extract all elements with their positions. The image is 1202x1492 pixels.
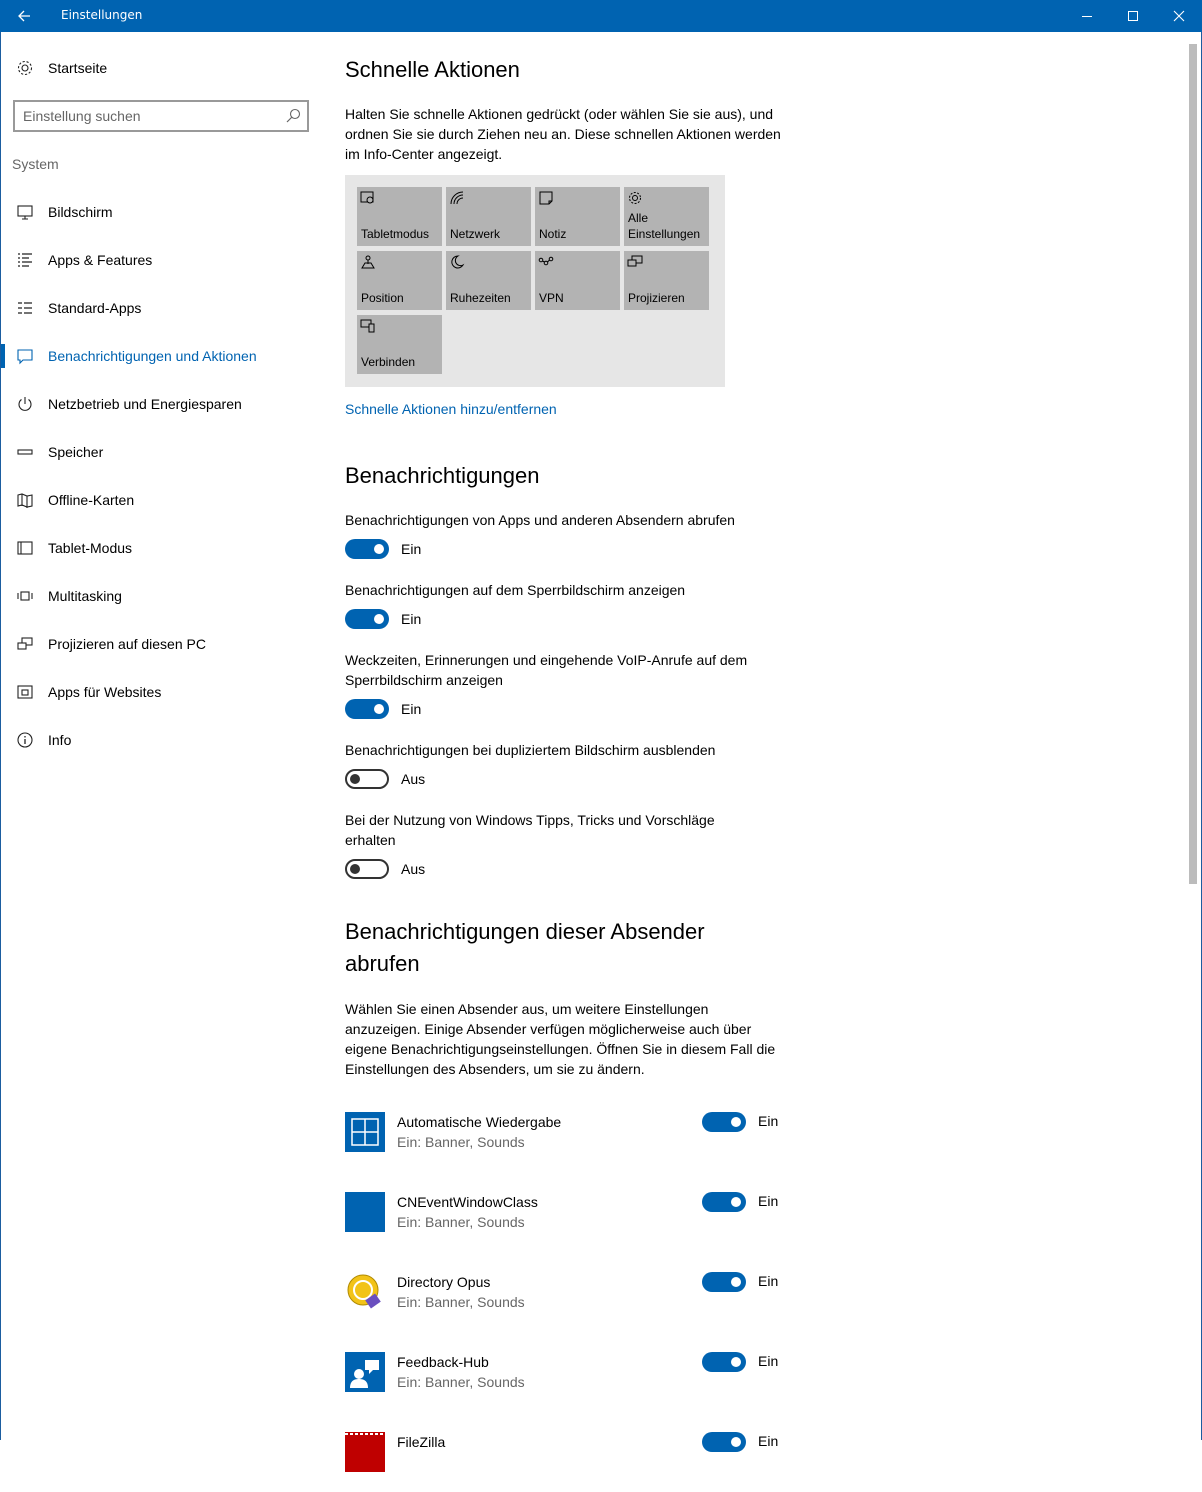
quick-actions-description: Halten Sie schnelle Aktionen gedrückt (oder wählen Sie sie aus), und ordnen Sie sie durch Ziehen neu an. Diese schnellen Aktionen werden im Info-Center angezeigt. [345,106,781,162]
sidebar-item-display[interactable] [1,188,321,236]
add-remove-quick-actions-link[interactable]: Schnelle Aktionen hinzu/entfernen [345,401,557,417]
app-toggle[interactable] [702,1272,746,1292]
toggle-knob [374,614,384,624]
qa-tile-label: Projizieren [628,291,685,305]
note-icon [538,190,554,206]
qa-tile-label: Tabletmodus [361,227,430,241]
toggle-hide-when-duplicating[interactable] [345,769,389,789]
project-icon [627,254,643,270]
directory-opus-icon [345,1272,385,1312]
toggle-knob [731,1357,741,1367]
qa-tile-label: Verbinden [361,355,416,369]
search-box[interactable] [13,100,309,132]
toggle-state: Aus [401,771,426,787]
app-name: Automatische Wiedergabe [397,1114,562,1130]
qa-tile-vpn[interactable] [535,251,620,310]
sidebar-item-offline-maps[interactable] [1,476,321,524]
sidebar-item-notifications[interactable] [1,332,321,380]
sidebar-item-web-apps[interactable] [1,668,321,716]
info-icon [15,730,35,750]
app-row-autoplay[interactable] [345,1112,785,1172]
app-toggle[interactable] [702,1432,746,1452]
toggle-state: Ein [401,701,422,717]
quick-actions-heading: Schnelle Aktionen [345,57,520,82]
qa-tile-label: Notiz [539,227,567,241]
qa-tile-network[interactable] [446,187,531,246]
toggle-state: Ein [758,1193,779,1209]
toggle-knob [350,864,360,874]
sidebar-item-label: Offline-Karten [48,492,135,508]
qa-tile-note[interactable] [535,187,620,246]
close-button[interactable] [1156,0,1202,32]
minimize-button[interactable] [1064,0,1110,32]
app-toggle[interactable] [702,1112,746,1132]
qa-tile-quiet-hours[interactable] [446,251,531,310]
sidebar-item-power[interactable] [1,380,321,428]
qa-tile-connect[interactable] [357,315,442,374]
sidebar-item-tablet-mode[interactable] [1,524,321,572]
sidebar-item-default-apps[interactable] [1,284,321,332]
app-row-cneventwindowclass[interactable] [345,1192,785,1252]
toggle-state: Ein [401,541,422,557]
sidebar-item-project[interactable] [1,620,321,668]
toggle-app-notifications[interactable] [345,539,389,559]
qa-tile-tablet-mode[interactable] [357,187,442,246]
vpn-icon [538,254,554,270]
app-sub: Ein: Banner, Sounds [397,1294,525,1310]
qa-tile-label: Position [361,291,404,305]
setting-label: Benachrichtigungen auf dem Sperrbildschirm anzeigen [345,582,686,598]
minimize-icon [1082,16,1092,17]
qa-tile-position[interactable] [357,251,442,310]
app-row-filezilla[interactable] [345,1432,785,1492]
sidebar-item-label: Projizieren auf diesen PC [48,636,206,652]
senders-description: Wählen Sie einen Absender aus, um weitere Einstellungen anzuzeigen. Einige Absender verfügen möglicherweise auch über eigene Benachrichtigungseinstellungen. Öffnen Sie in diesem Fall die Einstellungen des Absenders, um sie zu ändern. [345,1001,776,1077]
window-title: Einstellungen [61,8,143,22]
sidebar-item-label: Speicher [48,444,104,460]
sidebar-item-label: Tablet-Modus [48,540,133,556]
tablet-icon [15,538,35,558]
setting-label: Benachrichtigungen bei dupliziertem Bildschirm ausblenden [345,742,716,758]
web-apps-icon [15,682,35,702]
default-apps-icon [15,298,35,318]
feedback-hub-icon [345,1352,385,1392]
app-toggle[interactable] [702,1192,746,1212]
notification-icon [15,346,35,366]
gear-icon [15,58,35,78]
toggle-state: Ein [758,1433,779,1449]
toggle-state: Ein [758,1353,779,1369]
sidebar-item-label: Bildschirm [48,204,113,220]
app-name: Directory Opus [397,1274,491,1290]
active-indicator [1,344,5,368]
map-icon [15,490,35,510]
app-sub: Ein: Banner, Sounds [397,1134,525,1150]
toggle-state: Ein [758,1273,779,1289]
toggle-knob [731,1277,741,1287]
generic-app-icon [345,1192,385,1232]
toggle-lockscreen-notifications[interactable] [345,609,389,629]
sidebar [1,32,321,1440]
arrow-left-icon [16,8,32,24]
sidebar-item-label: Benachrichtigungen und Aktionen [48,348,257,364]
sidebar-item-label: Multitasking [48,588,122,604]
toggle-knob [374,544,384,554]
title-bar [0,0,1202,32]
autoplay-icon [345,1112,385,1152]
toggle-tips[interactable] [345,859,389,879]
maximize-button[interactable] [1110,0,1156,32]
sidebar-item-label: Apps & Features [48,252,153,268]
sidebar-item-multitasking[interactable] [1,572,321,620]
toggle-knob [731,1437,741,1447]
quick-actions-panel [345,175,725,387]
back-button[interactable] [0,0,48,32]
scrollbar-thumb[interactable] [1189,44,1197,884]
toggle-state: Ein [401,611,422,627]
filezilla-icon [345,1432,385,1472]
qa-tile-project[interactable] [624,251,709,310]
setting-label: Weckzeiten, Erinnerungen und eingehende VoIP-Anrufe auf dem Sperrbildschirm anzeigen [345,652,748,688]
settings-icon [627,190,643,206]
toggle-state: Aus [401,861,426,877]
connect-icon [360,318,376,334]
nav-home-label: Startseite [48,60,108,76]
search-input[interactable] [23,107,273,125]
storage-icon [15,442,35,462]
sidebar-item-label: Standard-Apps [48,300,142,316]
sidebar-item-label: Netzbetrieb und Energiesparen [48,396,242,412]
sidebar-item-storage[interactable] [1,428,321,476]
app-name: Feedback-Hub [397,1354,489,1370]
toggle-alarms-voip[interactable] [345,699,389,719]
notifications-heading: Benachrichtigungen [345,463,540,488]
sidebar-item-info[interactable] [1,716,321,764]
toggle-knob [731,1117,741,1127]
senders-heading: Benachrichtigungen dieser Absender abrufen [345,919,705,976]
nav-home[interactable] [1,44,321,92]
app-name: CNEventWindowClass [397,1194,538,1210]
close-icon [1173,10,1185,22]
toggle-knob [350,774,360,784]
network-icon [449,190,465,206]
monitor-icon [15,202,35,222]
setting-label: Bei der Nutzung von Windows Tipps, Tricks und Vorschläge erhalten [345,812,715,848]
app-row-directory-opus[interactable] [345,1272,785,1332]
sidebar-item-label: Apps für Websites [48,684,162,700]
toggle-knob [374,704,384,714]
app-sub: Ein: Banner, Sounds [397,1214,525,1230]
list-icon [15,250,35,270]
qa-tile-label: Ruhezeiten [450,291,511,305]
app-name: FileZilla [397,1434,446,1450]
app-toggle[interactable] [702,1352,746,1372]
search-icon [285,108,301,124]
quiet-hours-icon [449,254,465,270]
app-row-feedback-hub[interactable] [345,1352,785,1412]
maximize-icon [1128,11,1138,21]
qa-tile-all-settings[interactable] [624,187,709,246]
setting-label: Benachrichtigungen von Apps und anderen Absendern abrufen [345,512,735,528]
project-icon [15,634,35,654]
group-label: System [12,156,59,172]
toggle-knob [731,1197,741,1207]
main-content [345,32,1185,1450]
power-icon [15,394,35,414]
tablet-mode-icon [360,190,376,206]
multitasking-icon [15,586,35,606]
sidebar-item-label: Info [48,732,72,748]
app-sub: Ein: Banner, Sounds [397,1374,525,1390]
qa-tile-label: Netzwerk [450,227,501,241]
sidebar-item-apps-features[interactable] [1,236,321,284]
qa-tile-label: VPN [539,291,564,305]
location-icon [360,254,376,270]
toggle-state: Ein [758,1113,779,1129]
qa-tile-label: Alle Einstellungen [628,211,701,241]
